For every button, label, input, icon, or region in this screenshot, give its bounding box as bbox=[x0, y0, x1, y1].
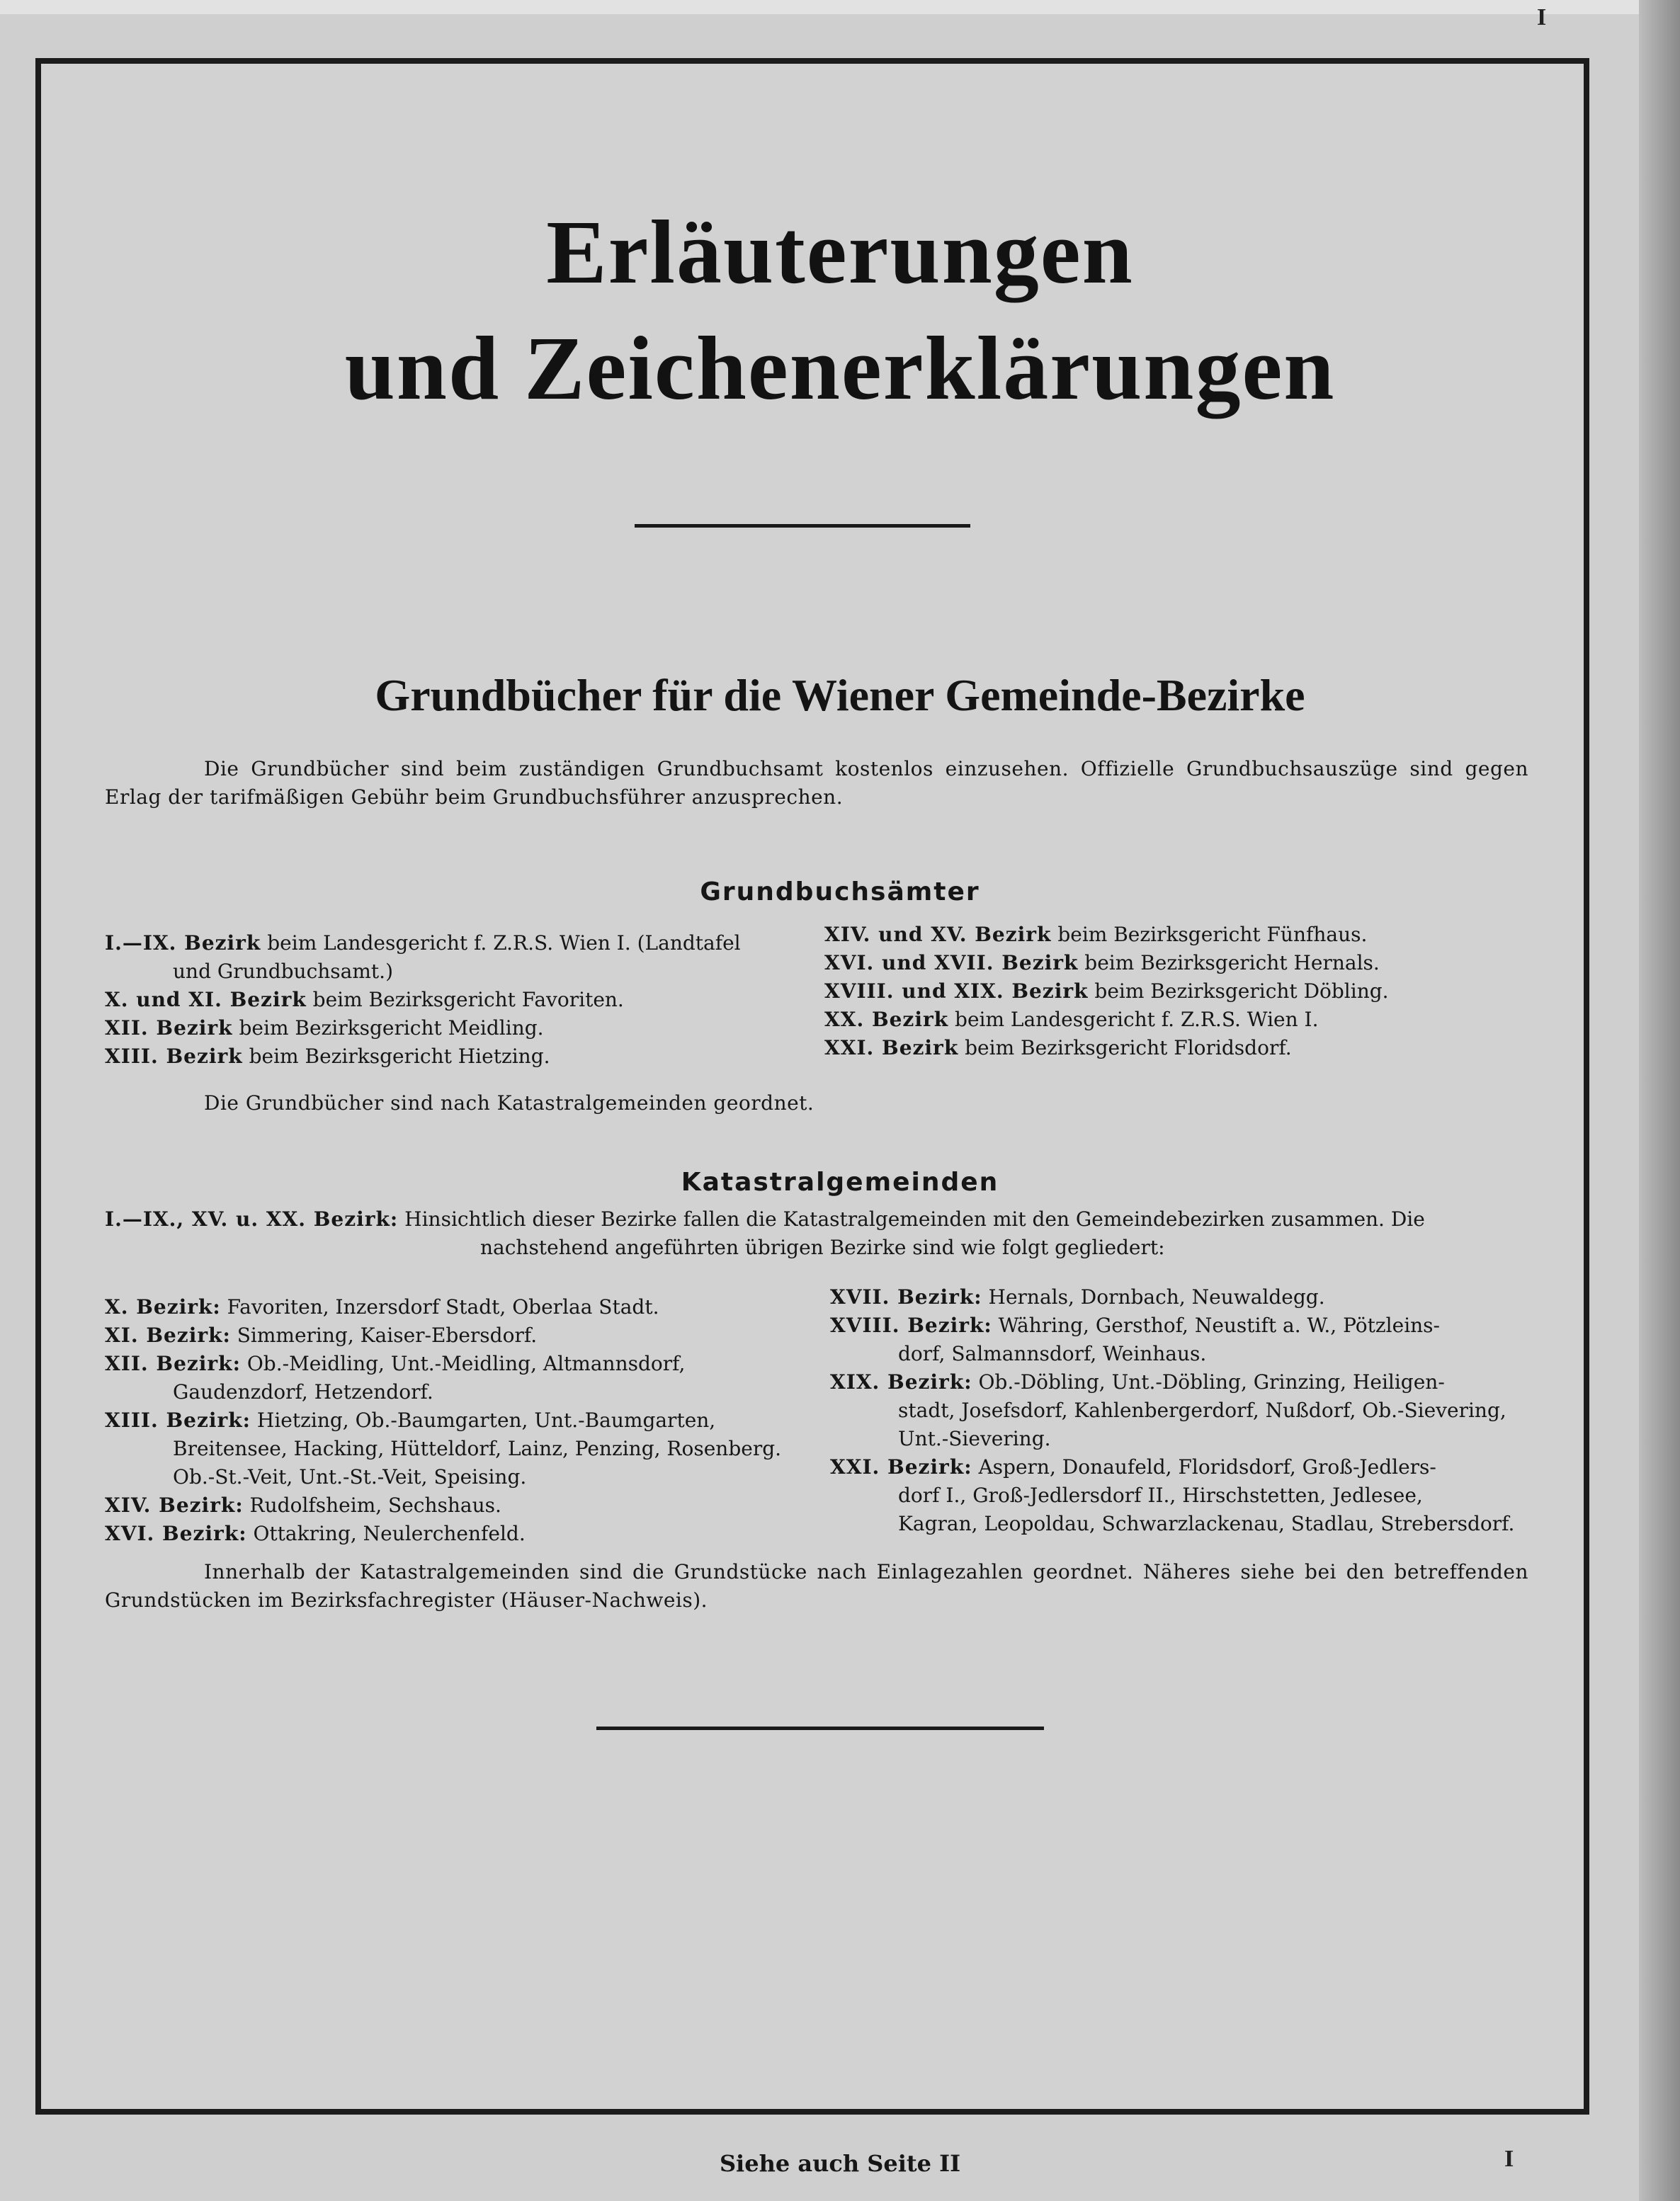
entry-continuation: und Grundbuchsamt.) bbox=[173, 960, 393, 983]
page-top-edge bbox=[0, 0, 1680, 14]
entry-row bbox=[105, 1350, 820, 1378]
entry-text: beim Landesgericht f. Z.R.S. Wien I. (Landtafel bbox=[261, 931, 741, 955]
entry-row bbox=[824, 1034, 1547, 1062]
entry-text: beim Landesgericht f. Z.R.S. Wien I. bbox=[948, 1008, 1319, 1031]
entry-text: Hietzing, Ob.-Baumgarten, Unt.-Baumgarten, bbox=[251, 1409, 716, 1432]
entry-district: XVI. Bezirk: bbox=[105, 1522, 247, 1545]
entry-text: beim Bezirksgericht Meidling. bbox=[232, 1016, 544, 1040]
entry-row bbox=[105, 929, 813, 957]
entry-text: Ob.-Meidling, Unt.-Meidling, Altmannsdorf, bbox=[240, 1352, 686, 1375]
grundbuchsaemter-right-column bbox=[824, 921, 1547, 1062]
entry-row bbox=[824, 949, 1547, 977]
entry-row bbox=[830, 1283, 1538, 1312]
kg-intro-line bbox=[105, 1205, 1543, 1234]
entry-district: XIV. und XV. Bezirk bbox=[824, 923, 1052, 946]
entry-text: beim Bezirksgericht Fünfhaus. bbox=[1051, 923, 1368, 946]
entry-district: XVIII. und XIX. Bezirk bbox=[824, 979, 1089, 1003]
entry-text: Aspern, Donaufeld, Floridsdorf, Groß-Jedlers- bbox=[972, 1455, 1436, 1479]
entry-district: XII. Bezirk: bbox=[105, 1352, 241, 1375]
divider-bottom bbox=[596, 1727, 1044, 1730]
entry-text: Rudolfsheim, Sechshaus. bbox=[243, 1494, 501, 1517]
entry-row bbox=[105, 1014, 813, 1042]
footer-see-also: Siehe auch Seite II bbox=[719, 2150, 961, 2177]
title-line-1: Erläuterungen bbox=[546, 202, 1134, 302]
entry-text: Hernals, Dornbach, Neuwaldegg. bbox=[982, 1285, 1325, 1309]
entry-row bbox=[830, 1312, 1538, 1340]
katastralgemeinden-heading: Katastralgemeinden bbox=[681, 1168, 999, 1197]
entry-district: XIII. Bezirk: bbox=[105, 1409, 251, 1432]
entry-row bbox=[105, 1406, 820, 1435]
section-heading: Grundbücher für die Wiener Gemeinde-Bezirke bbox=[375, 670, 1305, 720]
kg-left-column bbox=[105, 1293, 820, 1548]
entry-district: XIII. Bezirk bbox=[105, 1045, 243, 1068]
kg-intro-cont: nachstehend angeführten übrigen Bezirke sind wie folgt gegliedert: bbox=[480, 1236, 1165, 1259]
entry-text: Simmering, Kaiser-Ebersdorf. bbox=[230, 1324, 538, 1347]
kg-intro bbox=[105, 1205, 1543, 1262]
entry-continuation: dorf I., Groß-Jedlersdorf II., Hirschstetten, Jedlesee, bbox=[898, 1484, 1423, 1507]
entry-district: XII. Bezirk bbox=[105, 1016, 233, 1040]
entry-text: beim Bezirksgericht Döbling. bbox=[1088, 979, 1389, 1003]
entry-row bbox=[105, 1042, 813, 1071]
entry-text: beim Bezirksgericht Floridsdorf. bbox=[958, 1036, 1292, 1059]
entry-row bbox=[824, 921, 1547, 949]
entry-continuation: dorf, Salmannsdorf, Weinhaus. bbox=[898, 1342, 1207, 1365]
entry-district: XVIII. Bezirk: bbox=[830, 1314, 992, 1337]
entry-continuation: Kagran, Leopoldau, Schwarzlackenau, Stadlau, Strebersdorf. bbox=[898, 1512, 1515, 1535]
divider-top bbox=[635, 524, 970, 528]
entry-row bbox=[824, 1006, 1547, 1034]
intro-paragraph-text: Die Grundbücher sind beim zuständigen Grundbuchsamt kostenlos einzusehen. Offizielle Grundbuchsauszüge sind gegen Erlag der tarifmäßigen Gebühr beim Grundbuchsführer anzusprechen. bbox=[105, 757, 1528, 809]
entry-continuation: Breitensee, Hacking, Hütteldorf, Lainz, Penzing, Rosenberg. bbox=[173, 1437, 782, 1460]
entry-continuation: Ob.-St.-Veit, Unt.-St.-Veit, Speising. bbox=[173, 1465, 527, 1489]
title-line-2: und Zeichenerklärungen bbox=[344, 318, 1336, 419]
entry-text: Favoriten, Inzersdorf Stadt, Oberlaa Stadt. bbox=[220, 1295, 659, 1319]
entry-district: X. und XI. Bezirk bbox=[105, 988, 307, 1011]
entry-row bbox=[105, 1520, 820, 1548]
entry-text: beim Bezirksgericht Hietzing. bbox=[242, 1045, 550, 1068]
entry-row bbox=[830, 1453, 1538, 1481]
page-number-bottom: I bbox=[1504, 2146, 1514, 2172]
kg-right-column bbox=[830, 1283, 1538, 1538]
entry-row bbox=[830, 1368, 1538, 1397]
closing-paragraph-text: Innerhalb der Katastralgemeinden sind die Grundstücke nach Einlagezahlen geordnet. Näheres siehe bei den betreffenden Grundstücken im Bezirksfachregister (Häuser-Nachweis). bbox=[105, 1560, 1528, 1612]
entry-district: XIV. Bezirk: bbox=[105, 1494, 244, 1517]
entry-row bbox=[824, 977, 1547, 1006]
grundbuchsaemter-left-column bbox=[105, 929, 813, 1071]
entry-row bbox=[105, 1491, 820, 1520]
entry-continuation: Gaudenzdorf, Hetzendorf. bbox=[173, 1380, 433, 1404]
entry-text: Währing, Gersthof, Neustift a. W., Pötzleins- bbox=[992, 1314, 1441, 1337]
entry-district: XXI. Bezirk bbox=[824, 1036, 959, 1059]
closing-paragraph bbox=[105, 1558, 1528, 1615]
grundbuch-note: Die Grundbücher sind nach Katastralgemeinden geordnet. bbox=[204, 1091, 815, 1115]
entry-text: beim Bezirksgericht Favoriten. bbox=[306, 988, 624, 1011]
entry-district: XVII. Bezirk: bbox=[830, 1285, 982, 1309]
entry-district: XI. Bezirk: bbox=[105, 1324, 231, 1347]
entry-text: Ottakring, Neulerchenfeld. bbox=[246, 1522, 526, 1545]
entry-district: XVI. und XVII. Bezirk bbox=[824, 951, 1079, 974]
intro-paragraph bbox=[105, 755, 1528, 812]
entry-text: Ob.-Döbling, Unt.-Döbling, Grinzing, Heiligen- bbox=[972, 1370, 1445, 1394]
entry-row bbox=[105, 1321, 820, 1350]
entry-district: XX. Bezirk bbox=[824, 1008, 949, 1031]
grundbuchsaemter-heading: Grundbuchsämter bbox=[700, 877, 980, 906]
entry-row bbox=[105, 1293, 820, 1321]
entry-district: XXI. Bezirk: bbox=[830, 1455, 972, 1479]
page-number-top: I bbox=[1537, 4, 1547, 30]
kg-intro-bold: I.—IX., XV. u. XX. Bezirk: bbox=[105, 1207, 399, 1231]
entry-continuation: stadt, Josefsdorf, Kahlenbergerdorf, Nußdorf, Ob.-Sievering, bbox=[898, 1399, 1506, 1422]
entry-row bbox=[105, 986, 813, 1014]
entry-text: beim Bezirksgericht Hernals. bbox=[1078, 951, 1380, 974]
entry-district: I.—IX. Bezirk bbox=[105, 931, 261, 955]
kg-intro-text: Hinsichtlich dieser Bezirke fallen die Katastralgemeinden mit den Gemeindebezirken zusammen. Die bbox=[398, 1207, 1425, 1231]
entry-continuation: Unt.-Sievering. bbox=[898, 1427, 1051, 1450]
entry-district: X. Bezirk: bbox=[105, 1295, 221, 1319]
entry-district: XIX. Bezirk: bbox=[830, 1370, 972, 1394]
